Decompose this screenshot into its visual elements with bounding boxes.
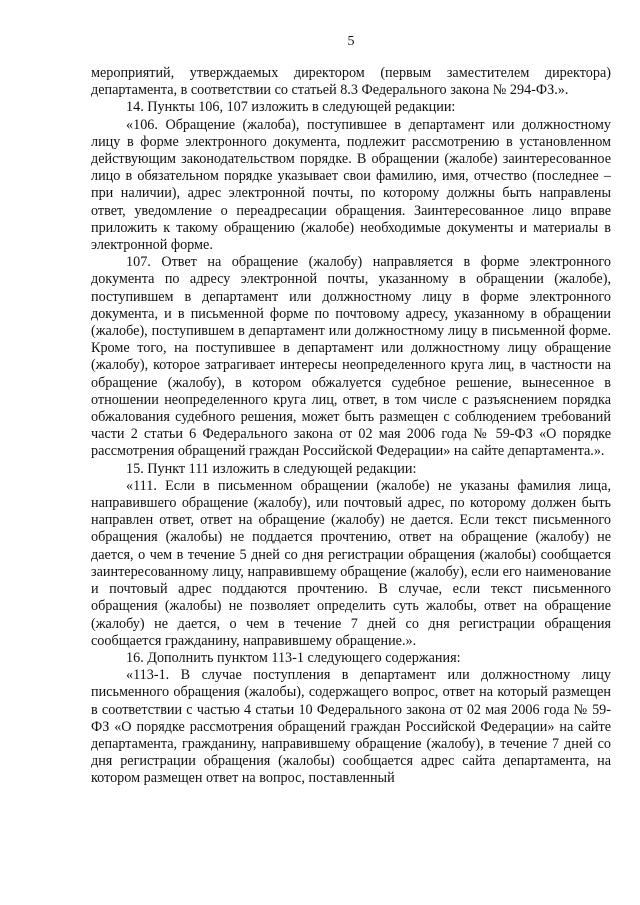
paragraph-item-16: 16. Дополнить пунктом 113-1 следующего содержания: — [126, 649, 461, 666]
paragraph-item-15: 15. Пункт 111 изложить в следующей редакции: — [126, 460, 417, 477]
paragraph-item-14: 14. Пункты 106, 107 изложить в следующей редакции: — [126, 99, 456, 116]
document-body — [91, 65, 611, 788]
paragraph-point-106: «106. Обращение (жалоба), поступившее в департамент или должностному лицу в форме электронного документа, подлежит рассмотрению в установленном действующим законодательством порядке. В обращении (жалобе) заинтересованное лицо в обязательном порядке указывает свои фамилию, имя, отчество (последнее – при наличии), адрес электронной почты, по которому должны быть направлены ответ, уведомление о переадресации обращения. Заинтересованное лицо вправе приложить к такому обращению (жалобе) необходимые документы и материалы в электронной форме. — [91, 116, 611, 254]
paragraph-point-107: 107. Ответ на обращение (жалобу) направляется в форме электронного документа по адресу электронной почты, указанному в обращении (жалобе), поступившем в департамент или должностному лицу в форме электронного документа, и в письменной форме по почтовому адресу, указанному в обращении (жалобе), поступившем в департамент или должностному лицу в письменной форме. Кроме того, на поступившее в департамент или должностному лицу обращение (жалобу), которое затрагивает интересы неопределенного круга лиц, в частности на обращение (жалобу), в котором обжалуется судебное решение, вынесенное в отношении неопределенного круга лиц, ответ, в том числе с разъяснением порядка обжалования судебного решения, может быть размещен с соблюдением требований части 2 статьи 6 Федерального закона от 02 мая 2006 года № 59-ФЗ «О порядке рассмотрения обращений граждан Российской Федерации» на сайте департамента.». — [91, 254, 611, 460]
paragraph-point-111: «111. Если в письменном обращении (жалобе) не указаны фамилия лица, направившего обращение (жалобу), или почтовый адрес, по которому должен быть направлен ответ, ответ на обращение (жалобу) не дается. Если текст письменного обращения (жалобы) не поддается прочтению, ответ на обращение (жалобу) не дается, о чем в течение 5 дней со дня регистрации обращения (жалобы) сообщается заинтересованному лицу, направившему обращение (жалобу), если его наименование и почтовый адрес поддаются прочтению. В случае, если текст письменного обращения (жалобы) не позволяет определить суть жалобы, ответ на обращение (жалобу) не дается, о чем в течение 7 дней со дня регистрации обращения сообщается гражданину, направившему обращение.». — [91, 477, 611, 649]
paragraph-continuation: мероприятий, утверждаемых директором (первым заместителем директора) департамента, в соответствии со статьей 8.3 Федерального закона № 294-ФЗ.». — [91, 65, 611, 99]
page-number: 5 — [347, 34, 355, 49]
document-page — [91, 0, 611, 905]
paragraph-point-113-1: «113-1. В случае поступления в департамент или должностному лицу письменного обращения (жалобы), содержащего вопрос, ответ на который размещен в соответствии с частью 4 статьи 10 Федерального закона от 02 мая 2006 года № 59-ФЗ «О порядке рассмотрения обращений граждан Российской Федерации» на сайте департамента, гражданину, направившему обращение (жалобу), в течение 7 дней со дня регистрации обращения (жалобы) сообщается адрес сайта департамента, на котором размещен ответ на вопрос, поставленный — [91, 667, 611, 787]
